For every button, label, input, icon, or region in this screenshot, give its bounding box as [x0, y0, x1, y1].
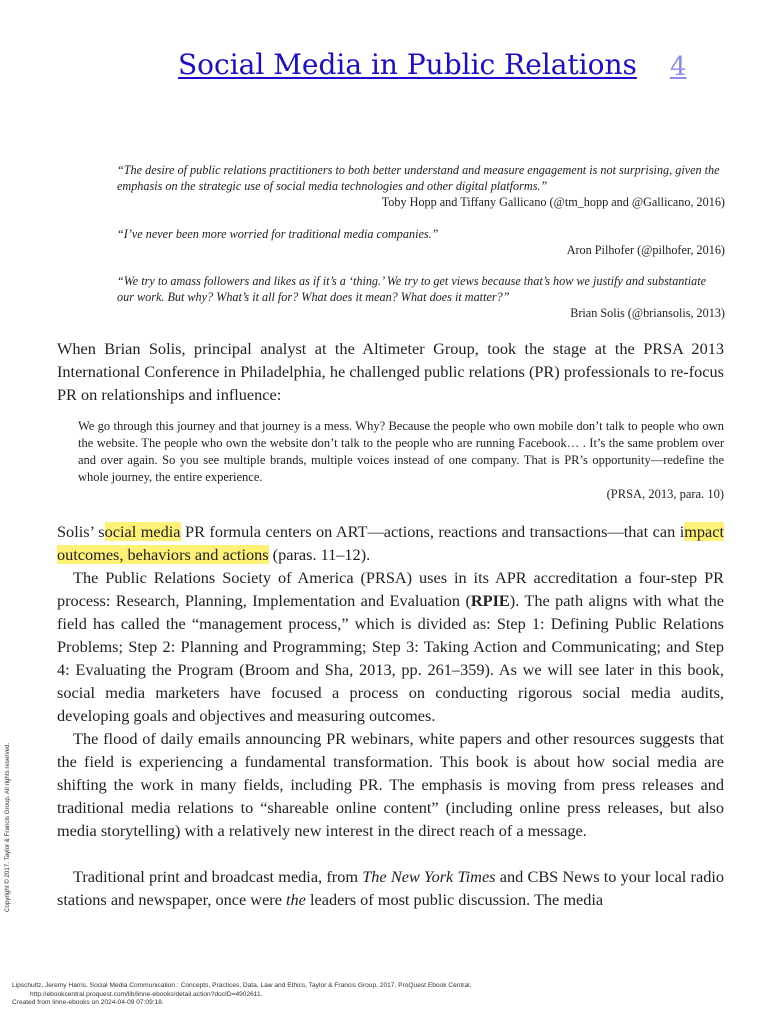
- text-run: PR formula centers on ART—actions, reactions and transactions—that can i: [180, 522, 685, 541]
- page-number-link[interactable]: 4: [670, 52, 687, 82]
- bold-term: RPIE: [470, 591, 510, 610]
- block-quote: [78, 418, 724, 503]
- art-paragraph: [57, 520, 724, 566]
- highlighted-text[interactable]: ocial media: [104, 522, 181, 541]
- epigraph-attribution: Brian Solis (@briansolis, 2013): [570, 306, 725, 320]
- text-run: Traditional print and broadcast media, from: [73, 867, 363, 886]
- epigraph-quote: [117, 162, 725, 210]
- epigraph-text: “The desire of public relations practitioners to both better understand and measure engagement is not surprising, given the emphasis on the strategic use of social media technologies and other digital platforms.”: [117, 163, 720, 193]
- epigraph-quote: [117, 226, 725, 258]
- prsa-paragraph: [57, 566, 724, 727]
- text-run: leaders of most public discussion. The media: [305, 890, 604, 909]
- epigraph-text: “We try to amass followers and likes as if it’s a ‘thing.’ We try to get views because that’s how we justify and substantiate our work. But why? What’s it all for? What does it mean? What does it matter?”: [117, 274, 707, 304]
- italic-word: the: [286, 890, 306, 909]
- italic-title: The New York Times: [362, 867, 496, 886]
- traditional-media-paragraph: [57, 865, 724, 911]
- text-run: Solis’ s: [57, 522, 105, 541]
- epigraph-text: “I’ve never been more worried for traditional media companies.”: [117, 227, 439, 241]
- text-run: ). The path aligns with what the field has called the “management process,” which is divided as: Step 1: Defining Public Relations Problems; Step 2: Planning and Programming; Step 3: Taking Action and Communicating; and Step 4: Evaluating the Program (Broom and Sha, 2013, pp. 261–359). As we will see later in this book, social media marketers have focused a process on conducting rigorous social media audits, developing goals and objectives and measuring outcomes.: [57, 591, 725, 725]
- epigraph-attribution: Toby Hopp and Tiffany Gallicano (@tm_hopp and @Gallicano, 2016): [381, 195, 725, 209]
- copyright-sidebar: Copyright © 2017. Taylor & Francis Group. All rights reserved.: [4, 742, 11, 912]
- block-quote-text: We go through this journey and that journey is a mess. Why? Because the people who own mobile don’t talk to people who own the website. The people who own the website don’t talk to the people who are running Facebook… . It’s the same problem over and over again. So you see multiple brands, multiple voices instead of one company. That is PR’s opportunity—redefine the whole journey, the entire experience.: [78, 419, 724, 484]
- footer-created: Created from linne-ebooks on 2024-04-09 07:09:18.: [12, 999, 164, 1006]
- text-run: and CBS News to your local radio stations and newspaper, once were: [57, 867, 725, 909]
- text-run: The Public Relations Society of America (PRSA) uses in its APR accreditation a four-step PR process: Research, Planning, Implementation and Evaluation (: [57, 568, 724, 610]
- flood-paragraph: The flood of daily emails announcing PR webinars, white papers and other resources suggests that the field is experiencing a fundamental transformation. This book is about how social media are shifting the work in many fields, including PR. The emphasis is moving from press releases and traditional media relations to “shareable online content” (including online press releases, but also media storytelling) with a relatively new interest in the direct reach of a message.: [57, 729, 724, 840]
- intro-paragraph: When Brian Solis, principal analyst at the Altimeter Group, took the stage at the PRSA 2013 International Conference in Philadelphia, he challenged public relations (PR) professionals to re-focus PR on relationships and influence:: [57, 339, 724, 404]
- epigraph-quote: [117, 273, 725, 321]
- chapter-title-link[interactable]: Social Media in Public Relations: [178, 48, 637, 81]
- epigraph-attribution: Aron Pilhofer (@pilhofer, 2016): [566, 243, 725, 257]
- text-run: (paras. 11–12).: [268, 545, 371, 564]
- block-quote-citation: (PRSA, 2013, para. 10): [606, 487, 724, 501]
- footer-citation: Lipschultz, Jeremy Harris. Social Media Communication : Concepts, Practices, Data, Law and Ethics, Taylor & Francis Group, 2017. ProQuest Ebook Central,: [12, 982, 472, 989]
- page-footer: [12, 982, 752, 1008]
- footer-url[interactable]: http://ebookcentral.proquest.com/lib/linne-ebooks/detail.action?docID=4902611.: [30, 990, 263, 998]
- highlighted-text[interactable]: mpact outcomes, behaviors and actions: [57, 522, 724, 564]
